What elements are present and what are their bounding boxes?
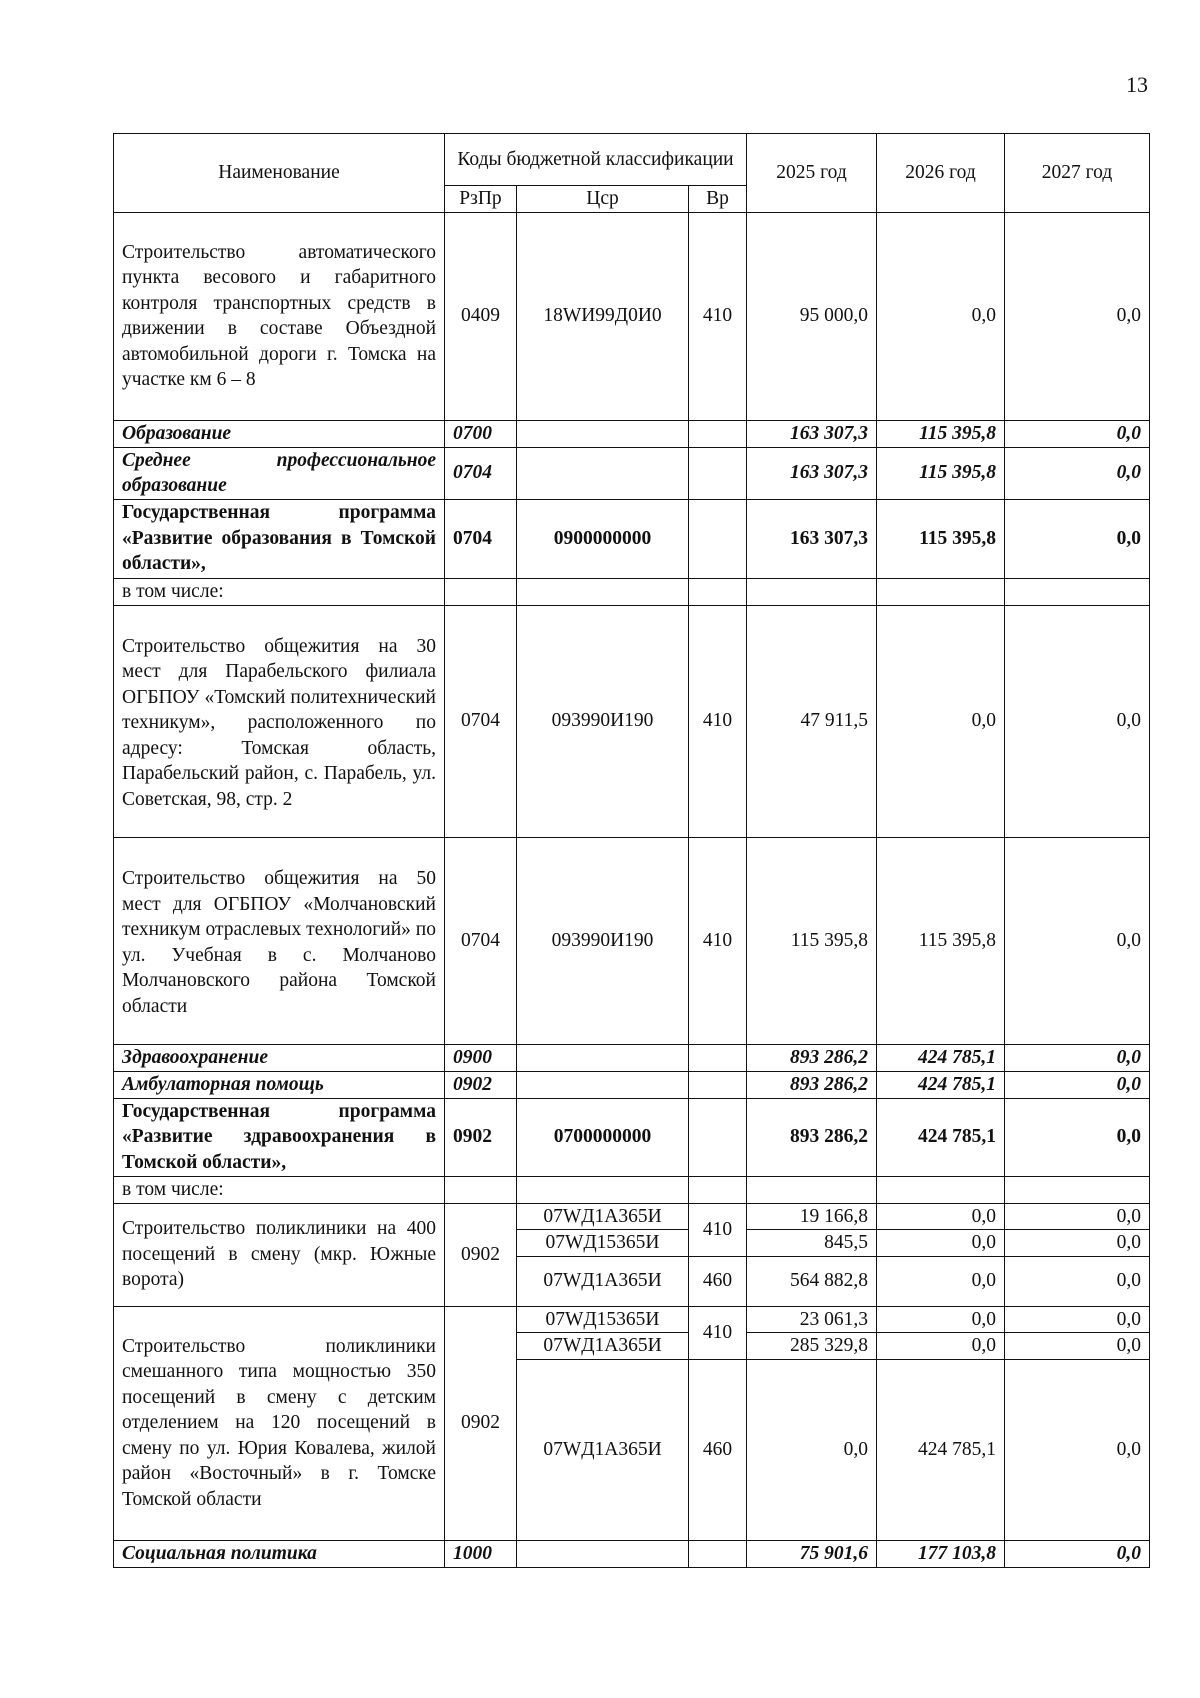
header-2027: 2027 год <box>1005 134 1150 213</box>
row-2026: 424 785,1 <box>877 1098 1005 1176</box>
row-2027: 0,0 <box>1005 1359 1150 1540</box>
row-vr <box>689 420 747 447</box>
row-rzpr <box>445 1176 517 1203</box>
row-2025: 115 395,8 <box>747 837 877 1044</box>
row-2026: 0,0 <box>877 212 1005 420</box>
row-rzpr <box>445 578 517 605</box>
row-vr <box>689 1044 747 1071</box>
row-2027 <box>1005 1176 1150 1203</box>
row-2025: 19 166,8 <box>747 1203 877 1230</box>
row-name: Строительство общежития на 30 мест для Парабельского филиала ОГБПОУ «Томский политехнический техникум», расположенного по адресу: Томская область, Парабельский район, с. Парабель, ул. Советская, 98, стр. 2 <box>114 605 445 837</box>
row-rzpr: 1000 <box>445 1540 517 1567</box>
table-row <box>114 499 1150 578</box>
header-name: Наименование <box>114 134 445 213</box>
row-2025: 163 307,3 <box>747 447 877 499</box>
row-2025 <box>747 578 877 605</box>
row-2026: 115 395,8 <box>877 499 1005 578</box>
row-2027: 0,0 <box>1005 447 1150 499</box>
row-name: Строительство поликлиники на 400 посещений в смену (мкр. Южные ворота) <box>114 1203 445 1306</box>
header-2025: 2025 год <box>747 134 877 213</box>
row-vr: 410 <box>689 605 747 837</box>
row-2027: 0,0 <box>1005 1333 1150 1360</box>
row-2026: 115 395,8 <box>877 420 1005 447</box>
row-csr <box>517 1044 689 1071</box>
row-rzpr: 0409 <box>445 212 517 420</box>
row-2026: 177 103,8 <box>877 1540 1005 1567</box>
row-name: Строительство общежития на 50 мест для ОГБПОУ «Молчановский техникум отраслевых технологий» по ул. Учебная в с. Молчаново Молчановского района Томской области <box>114 837 445 1044</box>
row-2026: 0,0 <box>877 1306 1005 1333</box>
row-2025: 95 000,0 <box>747 212 877 420</box>
row-2025: 893 286,2 <box>747 1044 877 1071</box>
row-2025: 163 307,3 <box>747 499 877 578</box>
row-name: Социальная политика <box>114 1540 445 1567</box>
table-row <box>114 1203 1150 1230</box>
row-2025: 893 286,2 <box>747 1071 877 1098</box>
row-name: Амбулаторная помощь <box>114 1071 445 1098</box>
row-2025: 75 901,6 <box>747 1540 877 1567</box>
row-2027: 0,0 <box>1005 837 1150 1044</box>
row-csr <box>517 578 689 605</box>
row-vr: 410 <box>689 1203 747 1256</box>
row-vr <box>689 447 747 499</box>
table-row <box>114 1176 1150 1203</box>
row-name: Строительство поликлиники смешанного типа мощностью 350 посещений в смену с детским отделением на 120 посещений в смену по ул. Юрия Ковалева, жилой район «Восточный» в г. Томске Томской области <box>114 1306 445 1540</box>
header-rzpr: РзПр <box>445 186 517 213</box>
row-vr <box>689 1098 747 1176</box>
header-2026: 2026 год <box>877 134 1005 213</box>
table-row <box>114 605 1150 837</box>
row-csr: 07WД1А365И <box>517 1359 689 1540</box>
row-vr <box>689 1176 747 1203</box>
table-row <box>114 212 1150 420</box>
row-name: в том числе: <box>114 1176 445 1203</box>
row-name: Среднее профессиональное образование <box>114 447 445 499</box>
row-rzpr: 0704 <box>445 837 517 1044</box>
row-rzpr: 0902 <box>445 1071 517 1098</box>
row-name: Государственная программа «Развитие здравоохранения в Томской области», <box>114 1098 445 1176</box>
row-name: Здравоохранение <box>114 1044 445 1071</box>
row-csr <box>517 1071 689 1098</box>
table-row <box>114 578 1150 605</box>
header-row <box>114 134 1150 186</box>
row-2026: 0,0 <box>877 1230 1005 1257</box>
row-csr: 07WД15365И <box>517 1306 689 1333</box>
row-2027: 0,0 <box>1005 1044 1150 1071</box>
row-csr: 07WД1А365И <box>517 1333 689 1360</box>
row-2027: 0,0 <box>1005 1203 1150 1230</box>
row-2027: 0,0 <box>1005 212 1150 420</box>
row-name: в том числе: <box>114 578 445 605</box>
row-2026: 424 785,1 <box>877 1071 1005 1098</box>
row-2027: 0,0 <box>1005 605 1150 837</box>
row-2025: 564 882,8 <box>747 1256 877 1306</box>
table-row <box>114 1540 1150 1567</box>
table-row <box>114 1098 1150 1176</box>
header-vr: Вр <box>689 186 747 213</box>
row-rzpr: 0900 <box>445 1044 517 1071</box>
header-codes-group: Коды бюджетной классификации <box>445 134 747 186</box>
row-rzpr: 0704 <box>445 499 517 578</box>
row-2026: 0,0 <box>877 1333 1005 1360</box>
row-2025: 285 329,8 <box>747 1333 877 1360</box>
row-2027: 0,0 <box>1005 499 1150 578</box>
row-vr <box>689 499 747 578</box>
row-2027: 0,0 <box>1005 1256 1150 1306</box>
table-row <box>114 420 1150 447</box>
row-csr: 0700000000 <box>517 1098 689 1176</box>
row-vr: 410 <box>689 1306 747 1359</box>
table-row <box>114 1306 1150 1333</box>
row-rzpr: 0902 <box>445 1203 517 1306</box>
row-name: Строительство автоматического пункта весового и габаритного контроля транспортных средств в движении в составе Объездной автомобильной дороги г. Томска на участке км 6 – 8 <box>114 212 445 420</box>
row-2025: 163 307,3 <box>747 420 877 447</box>
table-row <box>114 447 1150 499</box>
row-2025: 893 286,2 <box>747 1098 877 1176</box>
row-rzpr: 0704 <box>445 447 517 499</box>
row-2026: 0,0 <box>877 1256 1005 1306</box>
row-2025: 47 911,5 <box>747 605 877 837</box>
row-2025 <box>747 1176 877 1203</box>
row-rzpr: 0700 <box>445 420 517 447</box>
row-2026: 424 785,1 <box>877 1044 1005 1071</box>
row-csr <box>517 420 689 447</box>
row-rzpr: 0902 <box>445 1098 517 1176</box>
row-2027: 0,0 <box>1005 1540 1150 1567</box>
row-2026: 424 785,1 <box>877 1359 1005 1540</box>
row-csr <box>517 1540 689 1567</box>
table-row <box>114 1044 1150 1071</box>
row-csr: 07WД1А365И <box>517 1256 689 1306</box>
row-2027: 0,0 <box>1005 420 1150 447</box>
row-vr: 460 <box>689 1359 747 1540</box>
row-csr: 18WИ99Д0И0 <box>517 212 689 420</box>
row-2027 <box>1005 578 1150 605</box>
row-csr: 07WД1А365И <box>517 1203 689 1230</box>
row-2027: 0,0 <box>1005 1098 1150 1176</box>
row-rzpr: 0704 <box>445 605 517 837</box>
row-csr <box>517 1176 689 1203</box>
row-csr: 093990И190 <box>517 605 689 837</box>
row-2026: 0,0 <box>877 1203 1005 1230</box>
row-rzpr: 0902 <box>445 1306 517 1540</box>
row-2026: 115 395,8 <box>877 837 1005 1044</box>
row-name: Образование <box>114 420 445 447</box>
page-number: 13 <box>1126 72 1148 97</box>
row-vr <box>689 1540 747 1567</box>
row-2026: 115 395,8 <box>877 447 1005 499</box>
row-2025: 23 061,3 <box>747 1306 877 1333</box>
row-2025: 845,5 <box>747 1230 877 1257</box>
row-vr <box>689 1071 747 1098</box>
row-2026: 0,0 <box>877 605 1005 837</box>
row-2027: 0,0 <box>1005 1230 1150 1257</box>
row-vr <box>689 578 747 605</box>
row-vr: 410 <box>689 837 747 1044</box>
table-row <box>114 1071 1150 1098</box>
row-csr: 07WД15365И <box>517 1230 689 1257</box>
header-csr: Цср <box>517 186 689 213</box>
row-csr: 093990И190 <box>517 837 689 1044</box>
row-2025: 0,0 <box>747 1359 877 1540</box>
row-csr <box>517 447 689 499</box>
row-vr: 460 <box>689 1256 747 1306</box>
row-name: Государственная программа «Развитие образования в Томской области», <box>114 499 445 578</box>
row-2027: 0,0 <box>1005 1306 1150 1333</box>
row-2026 <box>877 1176 1005 1203</box>
row-2026 <box>877 578 1005 605</box>
row-2027: 0,0 <box>1005 1071 1150 1098</box>
budget-table <box>113 133 1150 1568</box>
row-csr: 0900000000 <box>517 499 689 578</box>
row-vr: 410 <box>689 212 747 420</box>
table-row <box>114 837 1150 1044</box>
